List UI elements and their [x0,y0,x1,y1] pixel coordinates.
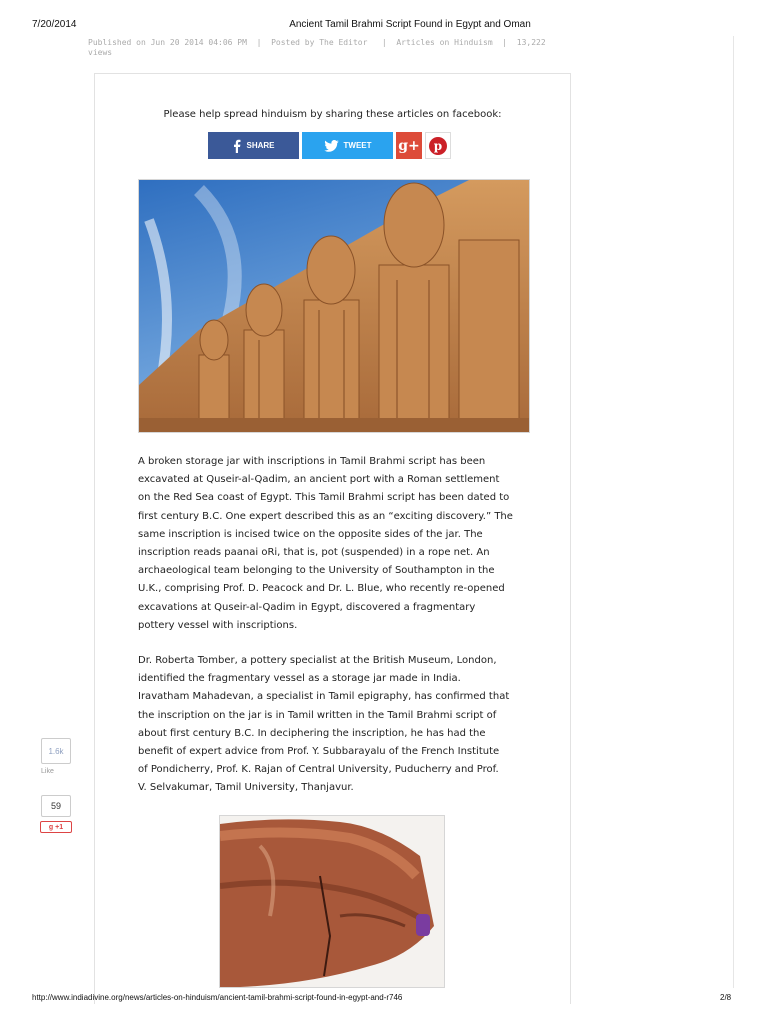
google-plus-share-button[interactable] [396,132,422,159]
paragraph-line: Dr. Roberta Tomber, a pottery specialist at the British Museum, London, [138,655,497,666]
pottery-fragment-image [219,815,445,988]
paragraph-line: A broken storage jar with inscriptions in Tamil Brahmi script has been [138,456,486,467]
meta-separator: | [381,38,387,47]
abu-simbel-image [138,179,530,433]
twitter-bird-icon [324,140,339,152]
google-plus-one-label: +1 [55,823,64,831]
paragraph-line: of Pondicherry, Prof. K. Rajan of Central University, Puducherry and Prof. [138,764,499,776]
paragraph-line: Iravatham Mahadevan, a specialist in Tamil epigraphy, has confirmed that [138,691,510,703]
google-plus-one-button[interactable] [40,821,72,833]
right-divider [733,36,734,988]
paragraph-line: identified the fragmentary vessel as a storage jar made in India. [138,673,461,685]
paragraph-line: the inscription on the jar is in Tamil written in the Tamil Brahmi script of [138,709,497,721]
paragraph-line: first century B.C. One expert described this as an “exciting discovery.” The [138,510,513,522]
article-paragraph-2 [138,652,533,798]
facebook-icon [232,139,241,153]
meta-separator: | [502,38,508,47]
facebook-share-label: SHARE [246,141,275,150]
paragraph-line: archaeological team belonging to the University of Southampton in the [138,565,495,577]
published-date: Published on Jun 20 2014 04:06 PM [88,38,247,47]
facebook-like-label: Like [41,768,54,775]
paragraph-line: inscription reads paanai oRi, that is, pot (suspended) in a rope net. An [138,547,490,559]
meta-separator: | [256,38,262,47]
views-count: 13,222 [516,38,546,47]
paragraph-line: V. Selvakumar, Tamil University, Thanjavur. [138,782,354,794]
paragraph-line: excavated at Quseir-al-Qadim, an ancient port with a Roman settlement [138,474,500,486]
google-plus-icon: g+ [398,137,420,154]
article-meta [88,38,558,58]
share-prompt: Please help spread hinduism by sharing these articles on facebook: [163,109,502,120]
facebook-share-button[interactable] [208,132,299,159]
twitter-tweet-label: TWEET [343,141,372,150]
paragraph-line: excavations at Quseir-al-Qadim in Egypt, discovered a fragmentary [138,601,476,613]
paragraph-line: same inscription is incised twice on the opposite sides of the jar. The [138,528,483,540]
paragraph-line: pottery vessel with inscriptions. [138,619,298,631]
paragraph-line: on the Red Sea coast of Egypt. This Tamil Brahmi script has been dated to [138,492,510,504]
print-footer-url: http://www.indiadivine.org/news/articles-on-hinduism/ancient-tamil-brahmi-script-found-in-egypt-and-r746 [32,993,403,1002]
views-label: views [88,48,113,57]
article-paragraph-1 [138,453,533,635]
pinterest-icon [429,137,447,155]
twitter-tweet-button[interactable] [302,132,393,159]
facebook-like-count[interactable]: 1.6k [41,738,71,764]
paragraph-line: benefit of expert advice from Prof. Y. Subbarayalu of the French Institute [138,746,500,758]
google-plus-count: 59 [41,795,71,817]
google-plus-small-icon: g [48,823,54,831]
print-page-number: 2/8 [720,993,732,1002]
paragraph-line: U.K., comprising Prof. D. Peacock and Dr. L. Blue, who recently re-opened [138,583,505,595]
pinterest-share-button[interactable] [425,132,451,159]
pinterest-letter: p [433,138,443,153]
print-title: Ancient Tamil Brahmi Script Found in Egypt and Oman [289,19,531,30]
paragraph-line: about first century B.C. In deciphering the inscription, he has had the [138,727,486,739]
print-date: 7/20/2014 [32,19,77,30]
category-link[interactable]: Articles on Hinduism [396,38,493,47]
posted-by: Posted by The Editor [271,38,368,47]
